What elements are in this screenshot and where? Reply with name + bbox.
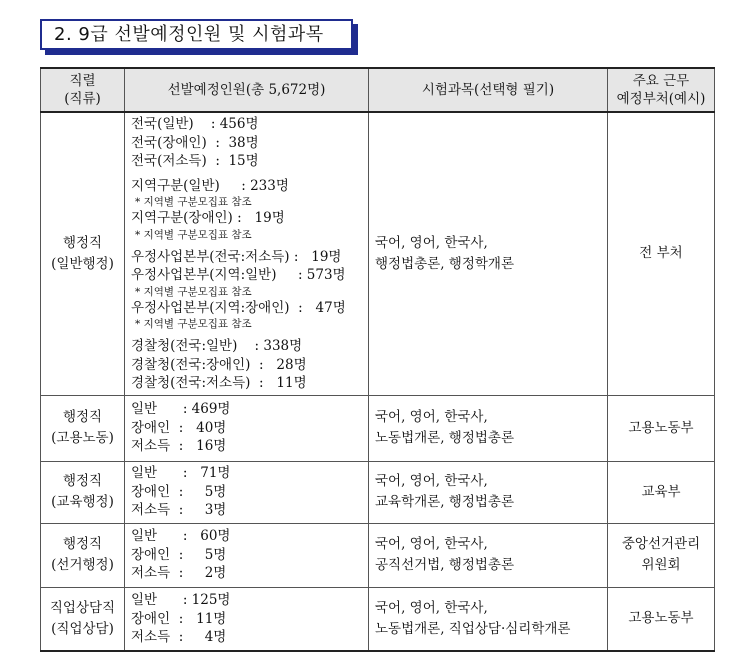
quota-line: 장애인 : 11명 (131, 610, 227, 627)
quota-line: 장애인 : 5명 (131, 483, 227, 500)
subjects-cell: 국어, 영어, 한국사, 노동법개론, 직업상담·심리학개론 (369, 587, 608, 651)
quota-line: 장애인 : 5명 (131, 546, 227, 563)
quota-line: 지역구분(장애인) : 19명 (131, 210, 285, 226)
quota-line: 장애인 : 40명 (131, 419, 227, 436)
dept-cell: 교육부 (608, 461, 715, 523)
section-heading: 2. 9급 선발예정인원 및 시험과목 (40, 19, 353, 50)
quota-line: 우정사업본부(지역:일반) : 573명 (131, 267, 346, 283)
subjects-cell: 국어, 영어, 한국사, 노동법개론, 행정법총론 (369, 395, 608, 461)
quota-line: 경찰청(전국:일반) : 338명 (131, 338, 303, 354)
quota-line: 우정사업본부(지역:장애인) : 47명 (131, 299, 346, 316)
table-row (41, 395, 715, 461)
table-row (41, 461, 715, 523)
quota-note: * 지역별 구분모집표 참조 (135, 285, 252, 298)
subjects-cell: 국어, 영어, 한국사, 교육학개론, 행정법총론 (369, 461, 608, 523)
subjects-cell: 국어, 영어, 한국사, 행정법총론, 행정학개론 (369, 112, 608, 395)
dept-cell: 고용노동부 (608, 395, 715, 461)
section-heading-box (40, 19, 358, 55)
quota-note: * 지역별 구분모집표 참조 (135, 196, 252, 208)
quota-line: 전국(일반) : 456명 (131, 116, 259, 132)
table-row (41, 112, 715, 395)
quota-note: * 지역별 구분모집표 참조 (135, 228, 252, 241)
quota-line: 우정사업본부(전국:저소득) : 19명 (131, 248, 342, 265)
job-cell: 행정직 (일반행정) (41, 112, 125, 395)
quota-line: 일반 : 60명 (131, 528, 231, 545)
quota-note: * 지역별 구분모집표 참조 (135, 318, 252, 330)
job-cell: 직업상담직 (직업상담) (41, 587, 125, 651)
job-cell: 행정직 (교육행정) (41, 461, 125, 523)
quota-line: 저소득 : 2명 (131, 565, 227, 582)
quota-cell (125, 523, 369, 587)
quota-line: 일반 : 125명 (131, 592, 231, 608)
recruitment-table (40, 67, 715, 652)
dept-cell: 전 부처 (608, 112, 715, 395)
subjects-cell: 국어, 영어, 한국사, 공직선거법, 행정법총론 (369, 523, 608, 587)
quota-line: 전국(저소득) : 15명 (131, 153, 259, 169)
quota-cell (125, 461, 369, 523)
quota-line: 저소득 : 4명 (131, 629, 227, 645)
dept-cell: 고용노동부 (608, 587, 715, 651)
dept-cell: 중앙선거관리 위원회 (608, 523, 715, 587)
quota-line: 지역구분(일반) : 233명 (131, 177, 289, 194)
col-header-quota: 선발예정인원(총 5,672명) (125, 68, 369, 112)
quota-line: 저소득 : 3명 (131, 502, 227, 519)
header-row (41, 68, 715, 112)
quota-line: 경찰청(전국:장애인) : 28명 (131, 356, 307, 373)
quota-line: 전국(장애인) : 38명 (131, 134, 259, 151)
quota-line: 일반 : 71명 (131, 465, 231, 482)
col-header-subjects: 시험과목(선택형 필기) (369, 68, 608, 112)
table-row (41, 587, 715, 651)
quota-cell (125, 395, 369, 461)
col-header-dept: 주요 근무 예정부처(예시) (608, 68, 715, 112)
col-header-job: 직렬 (직류) (41, 68, 125, 112)
job-cell: 행정직 (고용노동) (41, 395, 125, 461)
quota-line: 저소득 : 16명 (131, 438, 227, 455)
quota-line: 경찰청(전국:저소득) : 11명 (131, 375, 307, 391)
job-cell: 행정직 (선거행정) (41, 523, 125, 587)
quota-line: 일반 : 469명 (131, 401, 231, 418)
quota-cell (125, 112, 369, 395)
quota-cell (125, 587, 369, 651)
table-row (41, 523, 715, 587)
